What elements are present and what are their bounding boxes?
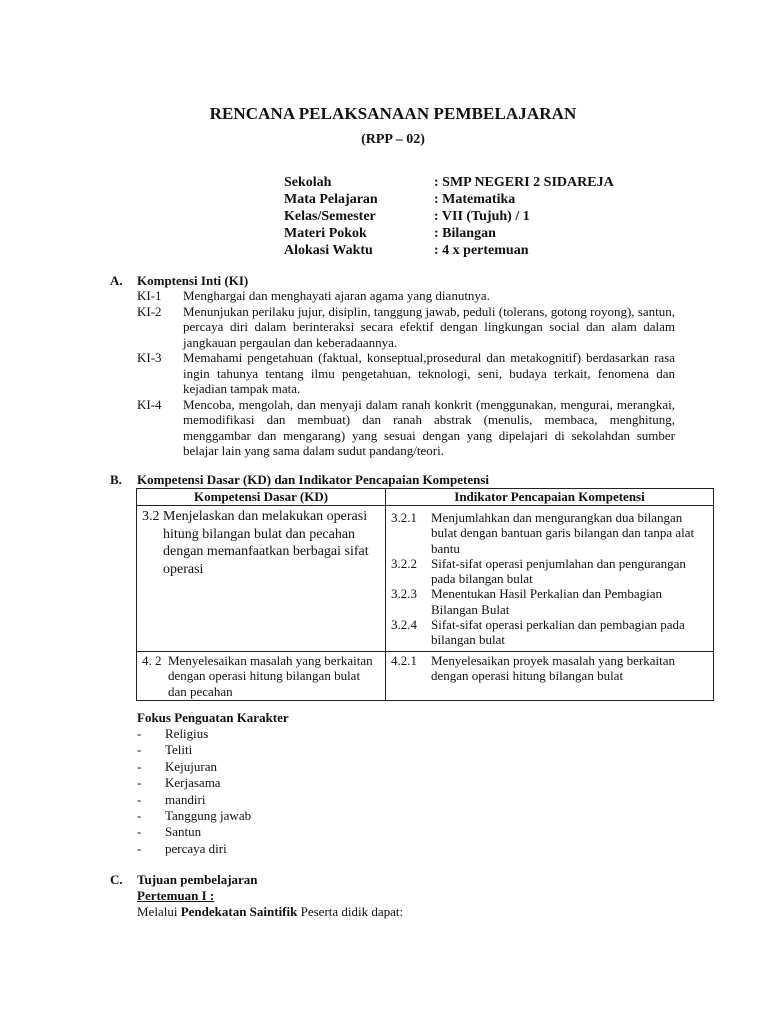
indicator-item [387,556,712,587]
ki-text: Memahami pengetahuan (faktual, konseptual,prosedural dan metakognitif) berdasarkan rasa ingin tahunya tentang ilmu pengetahuan, teknologi, seni, budaya terkait, fenomena dan kejadian tampak mata. [183,350,675,396]
indicator-cell [386,652,714,701]
info-value: : Matematika [434,192,516,207]
info-value: : 4 x pertemuan [434,243,529,258]
list-item [137,808,251,824]
kd-column-header: Kompetensi Dasar (KD) [137,489,386,506]
ki-code: KI-4 [137,396,162,412]
info-row-school [284,174,614,191]
indicator-text: Menjumlahkan dan mengurangkan dua bilangan bulat dengan bantuan garis bilangan dan tanpa alat bantu [431,510,695,556]
indicator-number: 3.2.4 [391,617,417,633]
list-dash: - [137,791,142,807]
list-dash: - [137,742,142,758]
list-dash: - [137,775,142,791]
indicator-number: 4.2.1 [391,653,417,668]
kd-table [136,488,714,701]
section-c-letter: C. [110,872,123,887]
kd-cell [137,652,386,701]
list-item [137,742,251,758]
ki-item [137,397,675,459]
indicator-item [387,617,712,648]
ki-item [137,350,675,397]
pertemuan-label: Pertemuan I : [137,888,215,903]
info-row-time [284,242,614,259]
melalui-approach: Pendekatan Saintifik [180,904,298,919]
indicator-item [387,586,712,617]
list-item-text: Teliti [165,742,193,758]
indicator-column-header: Indikator Pencapaian Kompetensi [386,489,714,506]
info-label: Mata Pelajaran [284,192,378,207]
info-row-topic [284,225,614,242]
indicator-text: Menentukan Hasil Perkalian dan Pembagian Bilangan Bulat [431,586,663,617]
info-label: Sekolah [284,175,332,190]
indicator-item [387,510,712,556]
identity-block [284,174,614,259]
document-subtitle: (RPP – 02) [361,132,425,147]
document-title: RENCANA PELAKSANAAN PEMBELAJARAN [209,104,577,123]
indicator-text: Sifat-sifat operasi penjumlahan dan pengurangan pada bilangan bulat [431,555,686,587]
list-item-text: Santun [165,824,202,840]
section-a-letter: A. [110,273,123,288]
indicator-number: 3.2.1 [391,510,417,525]
list-dash: - [137,726,142,741]
ki-code: KI-3 [137,350,162,365]
info-row-subject [284,191,614,208]
kd-number: 4. 2 [142,653,168,668]
kd-table-header [137,489,714,506]
list-item-text: Kejujuran [165,758,217,774]
list-item-text: Tanggung jawab [165,808,252,824]
ki-text: Mencoba, mengolah, dan menyaji dalam ranah konkrit (menggunakan, mengurai, merangkai, memodifikasi dan membuat) dan ranah abstrak (menulis, membaca, menghitung, menggambar dan mengarang) yang sesuai dengan yang dipelajari di sekolahdan sumber belajar lain yang sama dalam sudut pandang/teori. [183,396,675,458]
ki-code: KI-1 [137,288,162,303]
ki-code: KI-2 [137,303,162,319]
indicator-text: Menyelesaikan proyek masalah yang berkaitan dengan operasi hitung bilangan bulat [431,653,676,684]
melalui-text [137,904,403,920]
info-value: : SMP NEGERI 2 SIDAREJA [434,175,614,190]
list-item [137,759,251,775]
list-item-text: Religius [165,726,209,741]
info-row-class [284,208,614,225]
section-c-heading: Tujuan pembelajaran [137,872,258,887]
list-dash: - [137,824,142,840]
list-item [137,726,251,742]
kd-text: Menyelesaikan masalah yang berkaitan dengan operasi hitung bilangan bulat dan pecahan [168,653,373,699]
list-item [137,792,251,808]
info-value: : Bilangan [434,226,496,241]
section-a-heading: Komptensi Inti (KI) [137,273,249,288]
kd-cell [137,506,386,652]
indicator-item [387,653,712,684]
indicator-number: 3.2.3 [391,586,417,602]
karakter-heading: Fokus Penguatan Karakter [137,710,289,725]
table-row [137,652,714,701]
info-label: Kelas/Semester [284,209,376,224]
list-item-text: percaya diri [165,840,227,856]
ki-text: Menghargai dan menghayati ajaran agama yang dianutnya. [183,288,490,303]
table-row [137,506,714,652]
list-item [137,775,251,791]
ki-list [137,288,675,459]
section-b-heading: Kompetensi Dasar (KD) dan Indikator Pencapaian Kompetensi [137,472,489,487]
melalui-suffix: Peserta didik dapat: [297,904,404,919]
ki-item [137,304,675,351]
list-item [137,841,251,857]
info-label: Materi Pokok [284,226,367,241]
karakter-list [137,726,251,857]
list-item-text: Kerjasama [165,775,221,791]
ki-text: Menunjukan perilaku jujur, disiplin, tanggung jawab, peduli (tolerans, gotong royong), santun, percaya diri dalam berinteraksi secara efektif dengan lingkungan social dan alam dalam jangkauan pergaulan dan keberadaannya. [183,303,675,350]
ki-item [137,288,675,304]
kd-text: Menjelaskan dan melakukan operasi hitung bilangan bulat dan pecahan dengan memanfaatkan berbagai sifat operasi [163,509,369,577]
list-item-text: mandiri [165,791,206,807]
indicator-cell [386,506,714,652]
list-dash: - [137,808,142,824]
indicator-number: 3.2.2 [391,555,417,571]
kd-number: 3.2 [142,509,163,524]
info-label: Alokasi Waktu [284,243,373,258]
melalui-prefix: Melalui [137,904,181,919]
indicator-text: Sifat-sifat operasi perkalian dan pembagian pada bilangan bulat [431,617,685,648]
list-dash: - [137,758,142,774]
list-item [137,824,251,840]
info-value: : VII (Tujuh) / 1 [434,209,530,224]
section-b-letter: B. [110,472,122,487]
list-dash: - [137,840,142,856]
